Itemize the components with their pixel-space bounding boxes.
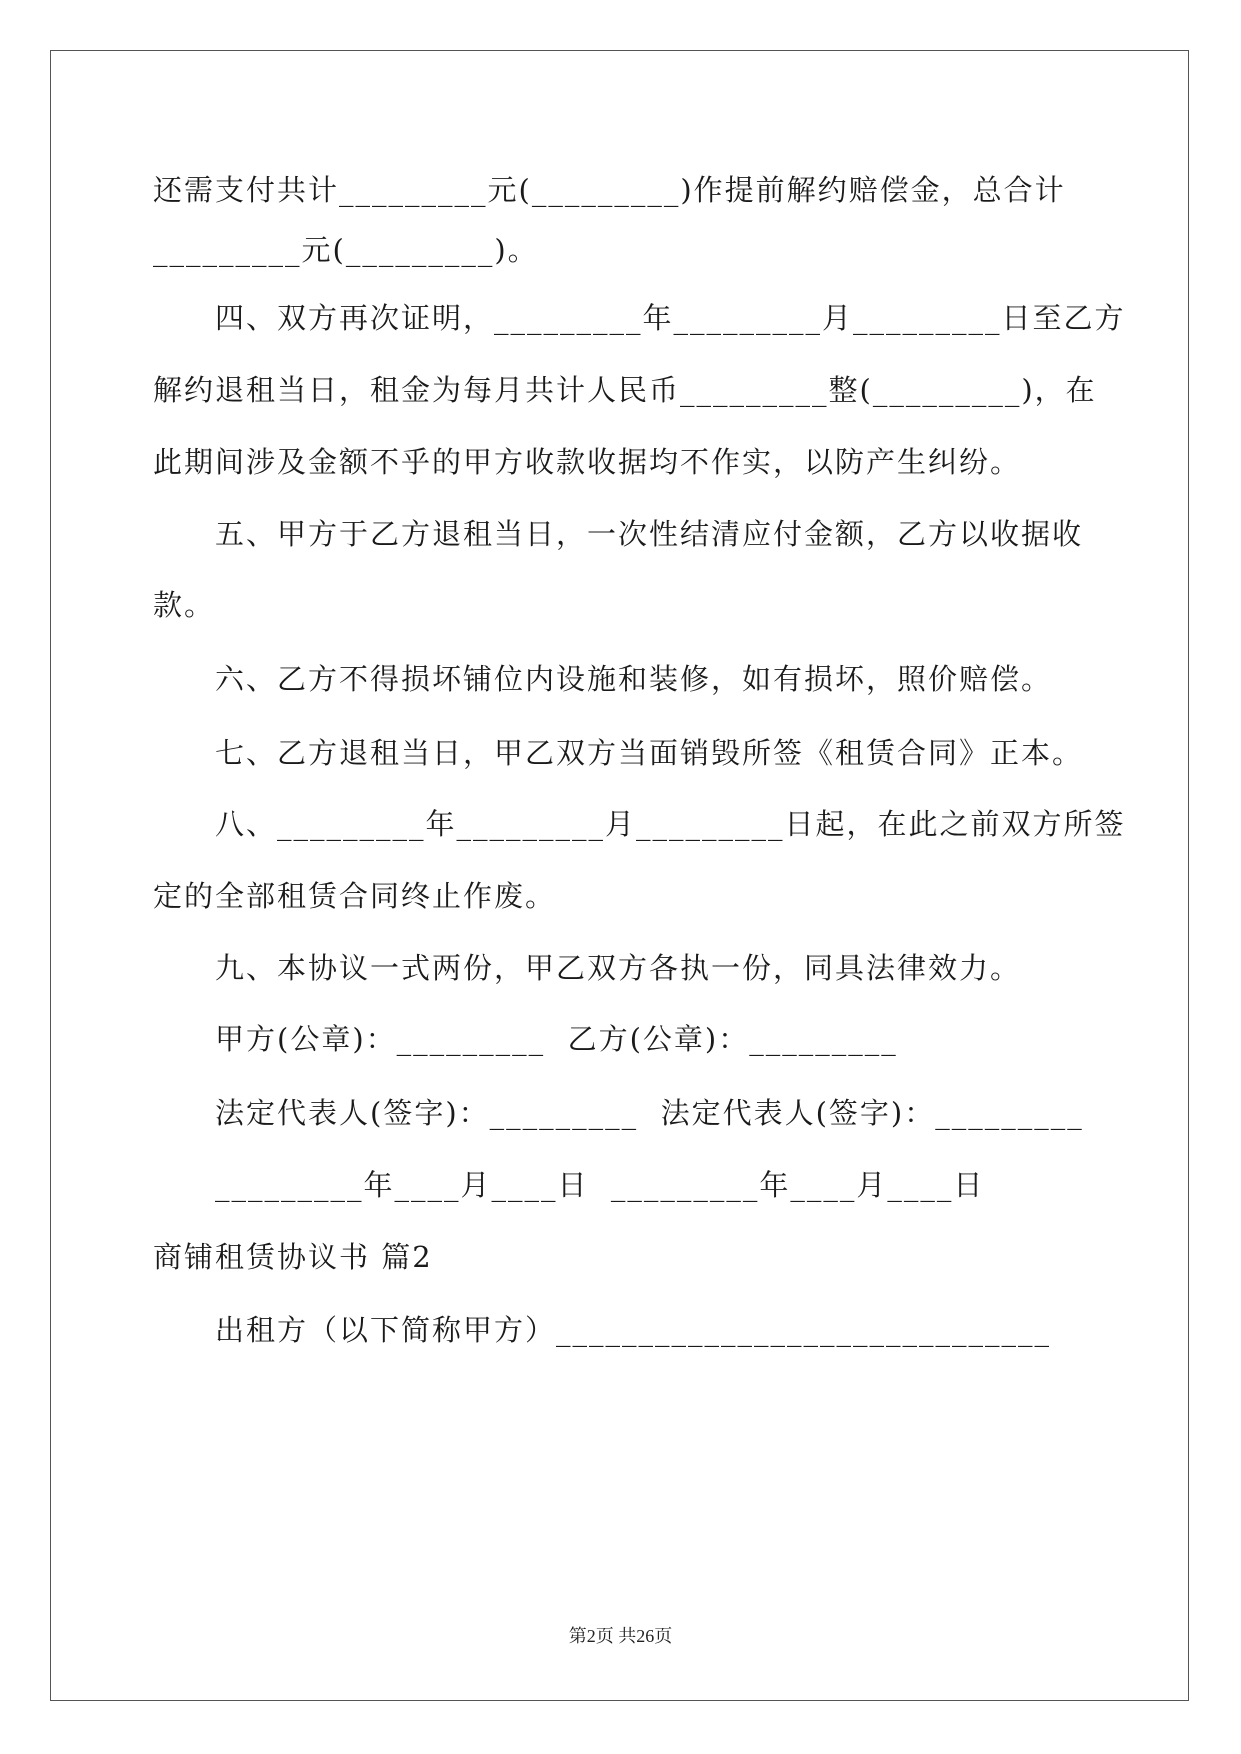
- lessor-line: 出租方（以下简称甲方）______________________________: [215, 1313, 1052, 1347]
- signature-line: 法定代表人(签字)：_________ 法定代表人(签字)：_________: [215, 1096, 1084, 1130]
- clause-6: 六、乙方不得损坏铺位内设施和装修，如有损坏，照价赔偿。: [215, 662, 1053, 696]
- clause-4-line-1: 四、双方再次证明，_________年_________月_________日至乙方: [215, 301, 1126, 335]
- clause-7: 七、乙方退租当日，甲乙双方当面销毁所签《租赁合同》正本。: [215, 736, 1084, 770]
- clause-5-line-1: 五、甲方于乙方退租当日，一次性结清应付金额，乙方以收据收: [215, 517, 1084, 551]
- clause-4-line-3: 此期间涉及金额不乎的甲方收款收据均不作实，以防产生纠纷。: [153, 445, 1022, 479]
- text-line-1: 还需支付共计_________元(_________)作提前解约赔偿金，总合计: [153, 173, 1066, 207]
- clause-8-line-2: 定的全部租赁合同终止作废。: [153, 879, 557, 913]
- clause-9: 九、本协议一式两份，甲乙双方各执一份，同具法律效力。: [215, 951, 1022, 985]
- clause-4-line-2: 解约退租当日，租金为每月共计人民币_________整(_________)，在: [153, 373, 1097, 407]
- section-heading: 商铺租赁协议书 篇2: [153, 1240, 433, 1274]
- date-line: _________年____月____日 _________年____月____日: [215, 1168, 985, 1202]
- seal-line: 甲方(公章)：_________ 乙方(公章)：_________: [215, 1022, 898, 1056]
- clause-5-line-2: 款。: [153, 588, 216, 622]
- text-line-2: _________元(_________)。: [153, 233, 539, 267]
- page-number: 第2页 共26页: [568, 1626, 673, 1646]
- clause-8-line-1: 八、_________年_________月_________日起，在此之前双方所签: [215, 807, 1126, 841]
